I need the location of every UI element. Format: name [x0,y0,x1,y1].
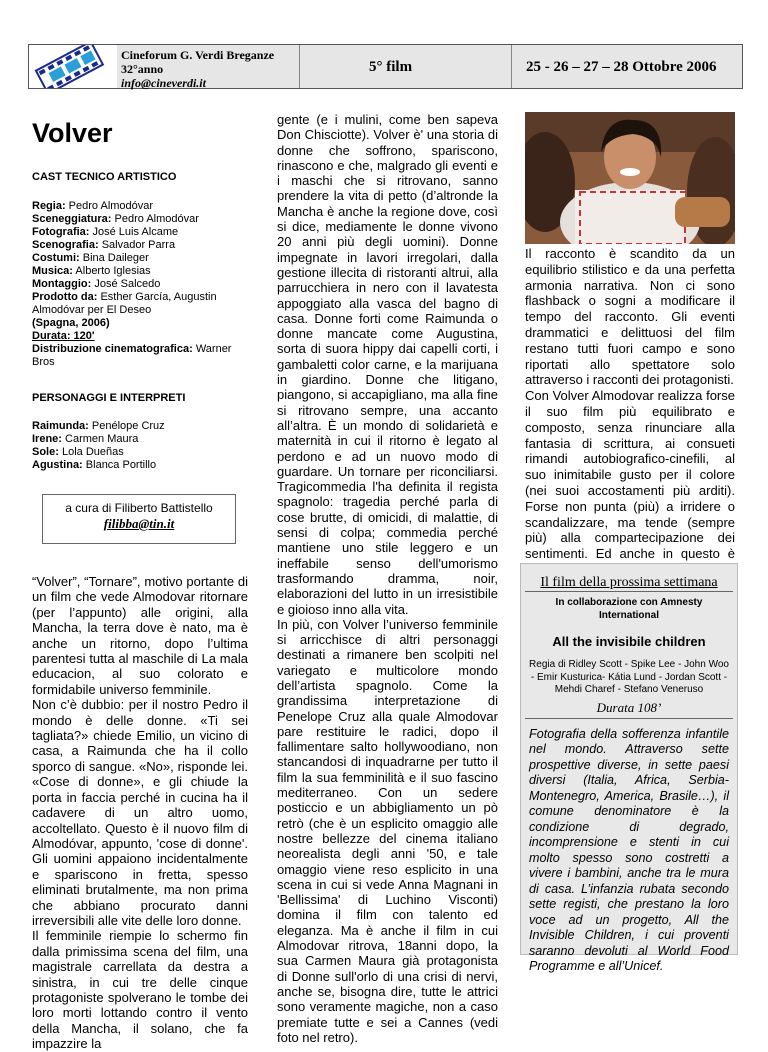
cast-item: Prodotto da: Esther García, Augustin Almodóvar per El Deseo [32,290,217,316]
next-film-duration: Durata 108’ [596,699,662,715]
organization-name: Cineforum G. Verdi Breganze [121,48,275,62]
cast-heading: CAST TECNICO ARTISTICO [32,171,177,183]
character-item: Irene: Carmen Maura [32,433,139,445]
next-film-directors: Regia di Ridley Scott - Spike Lee - John Woo - Emir Kusturica- Kátia Lund - Jordan Scott - Mehdi Charef - Stefano Veneruso [529,659,729,695]
article-paragraph: Il femminile riempie lo schermo fin dalla primissima scena del film, una magistrale carrellata da destra a sinistra, in cui tre delle cinque protagoniste spolverano le tombe dei loro morti lottando contro il vento della Mancha, il solano, che fa impazzire la [32,928,248,1052]
organization-block [121,48,274,90]
curator-label: a cura di Filiberto Battistello [65,501,213,515]
screening-dates: 25 - 26 – 27 – 28 Ottobre 2006 [526,59,717,75]
article-paragraph: Con Volver Almodovar realizza forse il suo film più equilibrato e composto, senza rinunciare alla fantasia di scrittura, ai consueti rimandi autobiografico-cinefili, al suo inimitabile gusto per il colore (nei suoi accostamenti più arditi). Forse non punta (più) a irridere o scandalizzare, ma tende (sempre più) alla compartecipazione dei sentimenti. Ed anche in questo è [525,388,735,562]
next-film-description: Fotografia della sofferenza infantile nel mondo. Attraverso sette prospettive diverse, in sette paesi diversi (Italia, Africa, Serbia-Montenegro, America, Brasile…), il comune denominatore è la condizione di degrado, incomprensione e stenti in cui molto spesso sono costretti a vivere i bambini, anche tra le mura di casa. L’infanzia rubata secondo sette registi, che prestano la loro voce ad un progetto, All the Invisible Children, i cui proventi saranno devoluti al World Food Programme e all’Unicef. [529,726,729,973]
article-text-col3 [525,246,735,578]
film-title: Volver [32,118,113,148]
article-paragraph: Il racconto è scandito da un equilibrio stilistico e da una perfetta armonia narrativa. Non ci sono flashback o sogni a modificare il tempo del racconto. Gli eventi drammatici e delittuosi del film restano tutti fuori campo e sono riportati allo spettatore solo attraverso i racconti dei protagonisti. [525,246,735,388]
cast-item: Montaggio: José Salcedo [32,277,161,290]
cast-item: Musica: Alberto Iglesias [32,264,151,277]
header-divider [511,45,512,88]
film-still-image [525,112,735,244]
film-number: 5° film [369,59,413,75]
article-paragraph: gente (e i mulini, come ben sapeva Don Chisciotte). Volver è' una storia di donne che soffrono, spariscono, rinascono e che, malgrado gli eventi e i maschi che si ritrovano, sanno prendere la vita di petto (d’altronde la Mancha è anche la regione dove, così si dice, mediamente le donne vivono 20 anni più degli uomini). Donne impegnate in lavori irregolari, dalla gestione illecita di ristoranti altrui, alla parrucchiera in nero con il lavatesta appoggiato alla vasca del bagno di casa. Donne forti come Raimunda o donne mancate come Augustina, sorta di suora hippy dai capelli corti, i gambaletti color carne, e la marijuana in giardino. Donne che litigano, piangono, si accapigliano, ma alla fine si ritrovano sempre, una accanto all’altra. È un mondo di solidarietà e maternità in cui il ritorno è legato al perdono e ad un nuovo modo di guardare. Un tornare per riconciliarsi. Tragicommedia l'ha definita il regista spagnolo: tragedia perché parla di cose brutte, di omicidi, di malattie, di sensi di colpa; commedia perché mantiene uno stile leggero e un ineffabile senso dell'umorismo trasformando dramma, noir, elaborazioni del lutto in un irresistibile e gioioso inno alla vita. [277,112,498,617]
cast-list [32,200,248,369]
cast-item: Sceneggiatura: Pedro Almodóvar [32,212,199,225]
organization-email[interactable]: info@cineverdi.it [121,76,206,90]
cineforum-logo [29,45,117,88]
middle-column [277,112,498,1045]
edition-year: 32°anno [121,62,164,76]
left-column [32,100,248,1052]
character-item: Sole: Lola Dueñas [32,446,124,458]
cast-item: Fotografia: José Luis Alcame [32,225,179,238]
next-film-collaboration: In collaborazione con Amnesty International [555,597,703,621]
cast-item: Distribuzione cinematografica: Warner Bros [32,342,232,368]
curator-email[interactable]: filibba@tin.it [103,516,175,531]
next-film-title: All the invisibile children [552,634,706,649]
article-paragraph: In più, con Volver l’universo femminile si arricchisce di altri personaggi destinati a rimanere ben scolpiti nel variegato e multicolore mondo dell’artista spagnolo. Come la grandissima interpretazione di Penelope Cruz alla quale Almodovar pare restituire le radici, dopo il fallimentare salto hollywoodiano, non stancandosi di inquadrarne per tutto il film la sua femminilità e il suo fascino mediterraneo. Con un sedere posticcio e un abbigliamento un pò retrò (che è un esplicito omaggio alle nostre bellezze del cinema italiano neorealista degli anni '50, e tale omaggio viene reso esplicito in una scena in cui si vede Anna Magnani in 'Bellissima' di Luchino Visconti) domina il film con talento ed eleganza. Ma è anche il film in cui Almodovar ritrova, 18anni dopo, la sua Carmen Maura già protagonista di Donne sull'orlo di una crisi di nervi, anche se, bisogna dire, tutte le attrici sono veramente magiche, non a caso premiate tutte e sei a Cannes (vedi foto nel retro). [277,616,498,1045]
cast-item: Costumi: Bina Daileger [32,251,149,264]
cast-item: Durata: 120' [32,329,95,342]
next-film-heading: Il film della prossima settimana [540,575,718,590]
characters-list [32,420,248,472]
header-divider [299,45,300,88]
cast-item: (Spagna, 2006) [32,316,110,329]
article-paragraph: “Volver”, “Tornare”, motivo portante di un film che vede Almodovar ritornare (per l’appunto) alle origini, alla Mancha, la terra dove è nato, ma è anche un ritorno, dopo l’ultima parentesi tutta al maschile di La mala educacion, al suo colorato e formidabile universo femminile. [32,574,248,697]
next-film-box [520,563,738,973]
characters-heading: PERSONAGGI E INTERPRETI [32,391,186,404]
right-column [525,112,735,578]
article-text-col1 [32,574,248,1052]
divider [525,718,733,719]
character-item: Agustina: Blanca Portillo [32,459,157,471]
curator-box [42,494,236,544]
header-bar [28,44,743,89]
divider [525,591,733,592]
character-item: Raimunda: Penélope Cruz [32,420,165,432]
article-paragraph: Non c’è dubbio: per il nostro Pedro il mondo è delle donne. «Ti sei tagliata?» chiede Emilio, un vicino di casa, a Raimunda che ha il collo sporco di sangue. «No», risponde lei. «Cose di donne», e gli chiude la porta in faccia perché in cucina ha il cadavere di un altro uomo, accoltellato. Questo è il nuovo film di Almodóvar, appunto, 'cose di donne'. Gli uomini appaiono incidentalmente e spariscono in fretta, spesso eliminati brutalmente, ma non prima che abbiano procurato danni irreversibili alle vite delle loro donne. [32,697,248,928]
cast-item: Scenografia: Salvador Parra [32,238,176,251]
cast-item: Regia: Pedro Almodóvar [32,199,154,212]
